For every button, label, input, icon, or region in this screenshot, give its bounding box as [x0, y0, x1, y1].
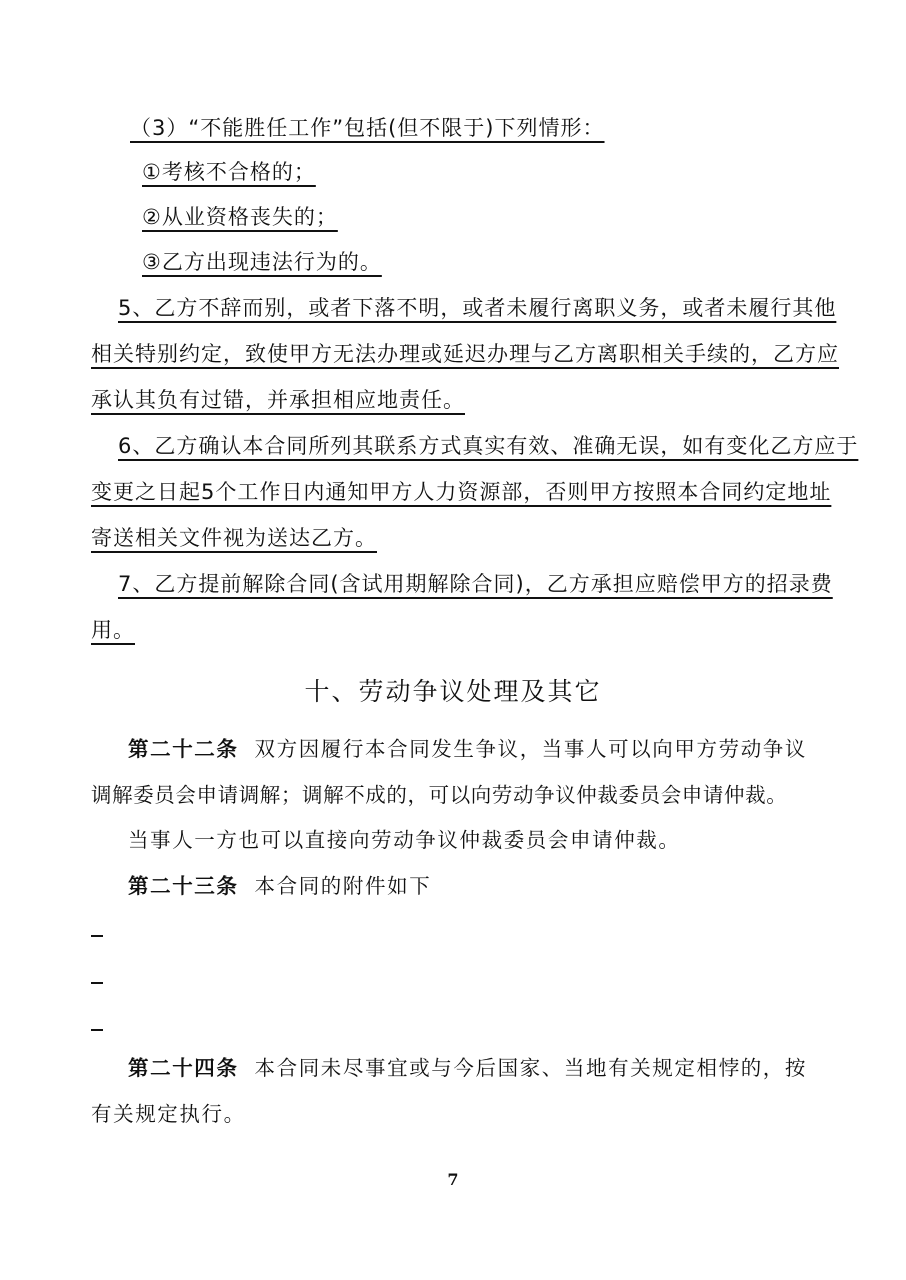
clause-5-line-1: 5、乙方不辞而别，或者下落不明，或者未履行离职义务，或者未履行其他 [118, 296, 837, 320]
section-heading: 十、劳动争议处理及其它 [304, 677, 602, 706]
clause-3-item-3: ③乙方出现违法行为的。 [142, 250, 382, 274]
article-24-text: 本合同未尽事宜或与今后国家、当地有关规定相悖的，按 [254, 1056, 807, 1080]
article-24-line-2: 有关规定执行。 [91, 1102, 246, 1126]
clause-7-line-1: 7、乙方提前解除合同(含试用期解除合同)，乙方承担应赔偿甲方的招录费 [118, 572, 833, 596]
article-23-label: 第二十三条 [128, 874, 239, 898]
article-22-line-3: 当事人一方也可以直接向劳动争议仲裁委员会申请仲裁。 [128, 828, 681, 852]
clause-6-line-2: 变更之日起5个工作日内通知甲方人力资源部，否则甲方按照本合同约定地址 [91, 480, 832, 504]
article-22-line-2: 调解委员会申请调解；调解不成的，可以向劳动争议仲裁委员会申请仲裁。 [91, 783, 788, 807]
clause-7-line-2: 用。 [91, 618, 135, 642]
article-22-line-1 [128, 735, 807, 763]
attachment-blank-1 [91, 935, 103, 937]
clause-6-line-1: 6、乙方确认本合同所列其联系方式真实有效、准确无误，如有变化乙方应于 [118, 434, 859, 458]
article-22-text: 双方因履行本合同发生争议，当事人可以向甲方劳动争议 [254, 737, 807, 761]
attachment-blank-2 [91, 982, 103, 984]
page-number: 7 [447, 1170, 459, 1189]
article-22-label: 第二十二条 [128, 737, 239, 761]
clause-3-intro: （3）“不能胜任工作”包括(但不限于)下列情形： [130, 116, 605, 140]
clause-3-item-2: ②从业资格丧失的； [142, 205, 338, 229]
clause-6-line-3: 寄送相关文件视为送达乙方。 [91, 526, 377, 550]
clause-3-item-1: ①考核不合格的； [142, 160, 316, 184]
clause-5-line-3: 承认其负有过错，并承担相应地责任。 [91, 388, 465, 412]
attachment-blank-3 [91, 1029, 103, 1031]
clause-5-line-2: 相关特别约定，致使甲方无法办理或延迟办理与乙方离职相关手续的，乙方应 [91, 342, 839, 366]
article-24-label: 第二十四条 [128, 1056, 239, 1080]
article-24-line-1 [128, 1054, 807, 1082]
article-23-line-1 [128, 872, 431, 900]
article-23-text: 本合同的附件如下 [254, 874, 432, 898]
